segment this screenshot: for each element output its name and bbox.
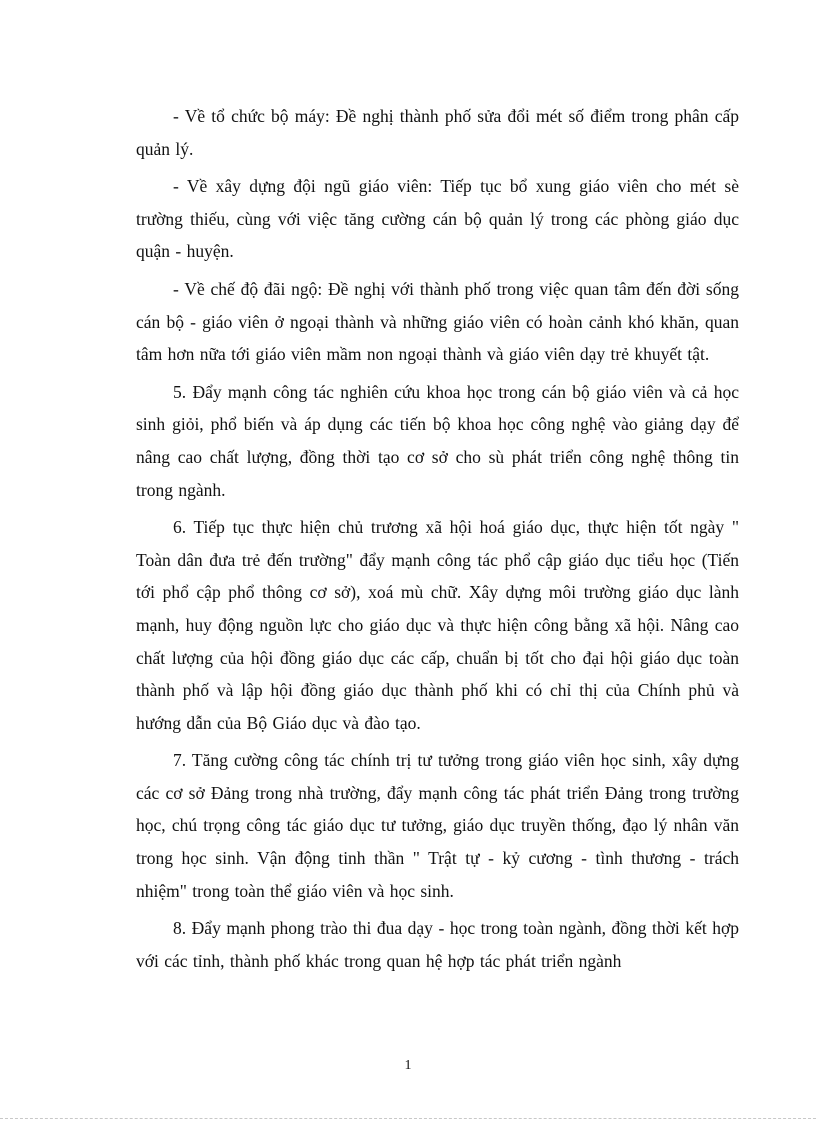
paragraph-item-7: 7. Tăng cường công tác chính trị tư tưởng trong giáo viên học sinh, xây dựng các cơ sở Đảng trong nhà trường, đẩy mạnh công tác phát triển Đảng trong trường học, chú trọng công tác giáo dục tư tưởng, giáo dục truyền thống, đạo lý nhân văn trong học sinh. Vận động tinh thần " Trật tự - kỷ cương - tình thương - trách nhiệm" trong toàn thể giáo viên và học sinh. <box>136 750 739 901</box>
paragraph-organization: - Về tổ chức bộ máy: Đề nghị thành phố sửa đổi mét số điểm trong phân cấp quản lý. <box>136 106 739 159</box>
document-body <box>136 100 739 982</box>
page-boundary-divider <box>0 1118 816 1119</box>
paragraph-item-5: 5. Đẩy mạnh công tác nghiên cứu khoa học trong cán bộ giáo viên và cả học sinh giỏi, phổ biến và áp dụng các tiến bộ khoa học công nghệ vào giảng dạy để nâng cao chất lượng, đồng thời tạo cơ sở cho sù phát triển công nghệ thông tin trong ngành. <box>136 381 739 500</box>
paragraph-item-8: 8. Đẩy mạnh phong trào thi đua dạy - học trong toàn ngành, đồng thời kết hợp với các tỉnh, thành phố khác trong quan hệ hợp tác phát triển ngành <box>136 918 739 971</box>
paragraph-welfare: - Về chế độ đãi ngộ: Đề nghị với thành phố trong việc quan tâm đến đời sống cán bộ - giáo viên ở ngoại thành và những giáo viên có hoàn cảnh khó khăn, quan tâm hơn nữa tới giáo viên mầm non ngoại thành và giáo viên dạy trẻ khuyết tật. <box>136 278 739 365</box>
paragraph-teacher-staff: - Về xây dựng đội ngũ giáo viên: Tiếp tục bổ xung giáo viên cho mét sè trường thiếu, cùng với việc tăng cường cán bộ quản lý trong các phòng giáo dục quận - huyện. <box>136 176 739 262</box>
paragraph-item-6: 6. Tiếp tục thực hiện chủ trương xã hội hoá giáo dục, thực hiện tốt ngày " Toàn dân đưa trẻ đến trường" đẩy mạnh công tác phổ cập giáo dục tiểu học (Tiến tới phổ cập phổ thông cơ sở), xoá mù chữ. Xây dựng môi trường giáo dục lành mạnh, huy động nguồn lực cho giáo dục và thực hiện công bằng xã hội. Nâng cao chất lượng của hội đồng giáo dục các cấp, chuẩn bị tốt cho đại hội giáo dục toàn thành phố và lập hội đồng giáo dục thành phố khi có chỉ thị của Chính phủ và hướng dẫn của Bộ Giáo dục và đào tạo. <box>136 517 739 733</box>
page-number: 1 <box>404 1058 412 1073</box>
